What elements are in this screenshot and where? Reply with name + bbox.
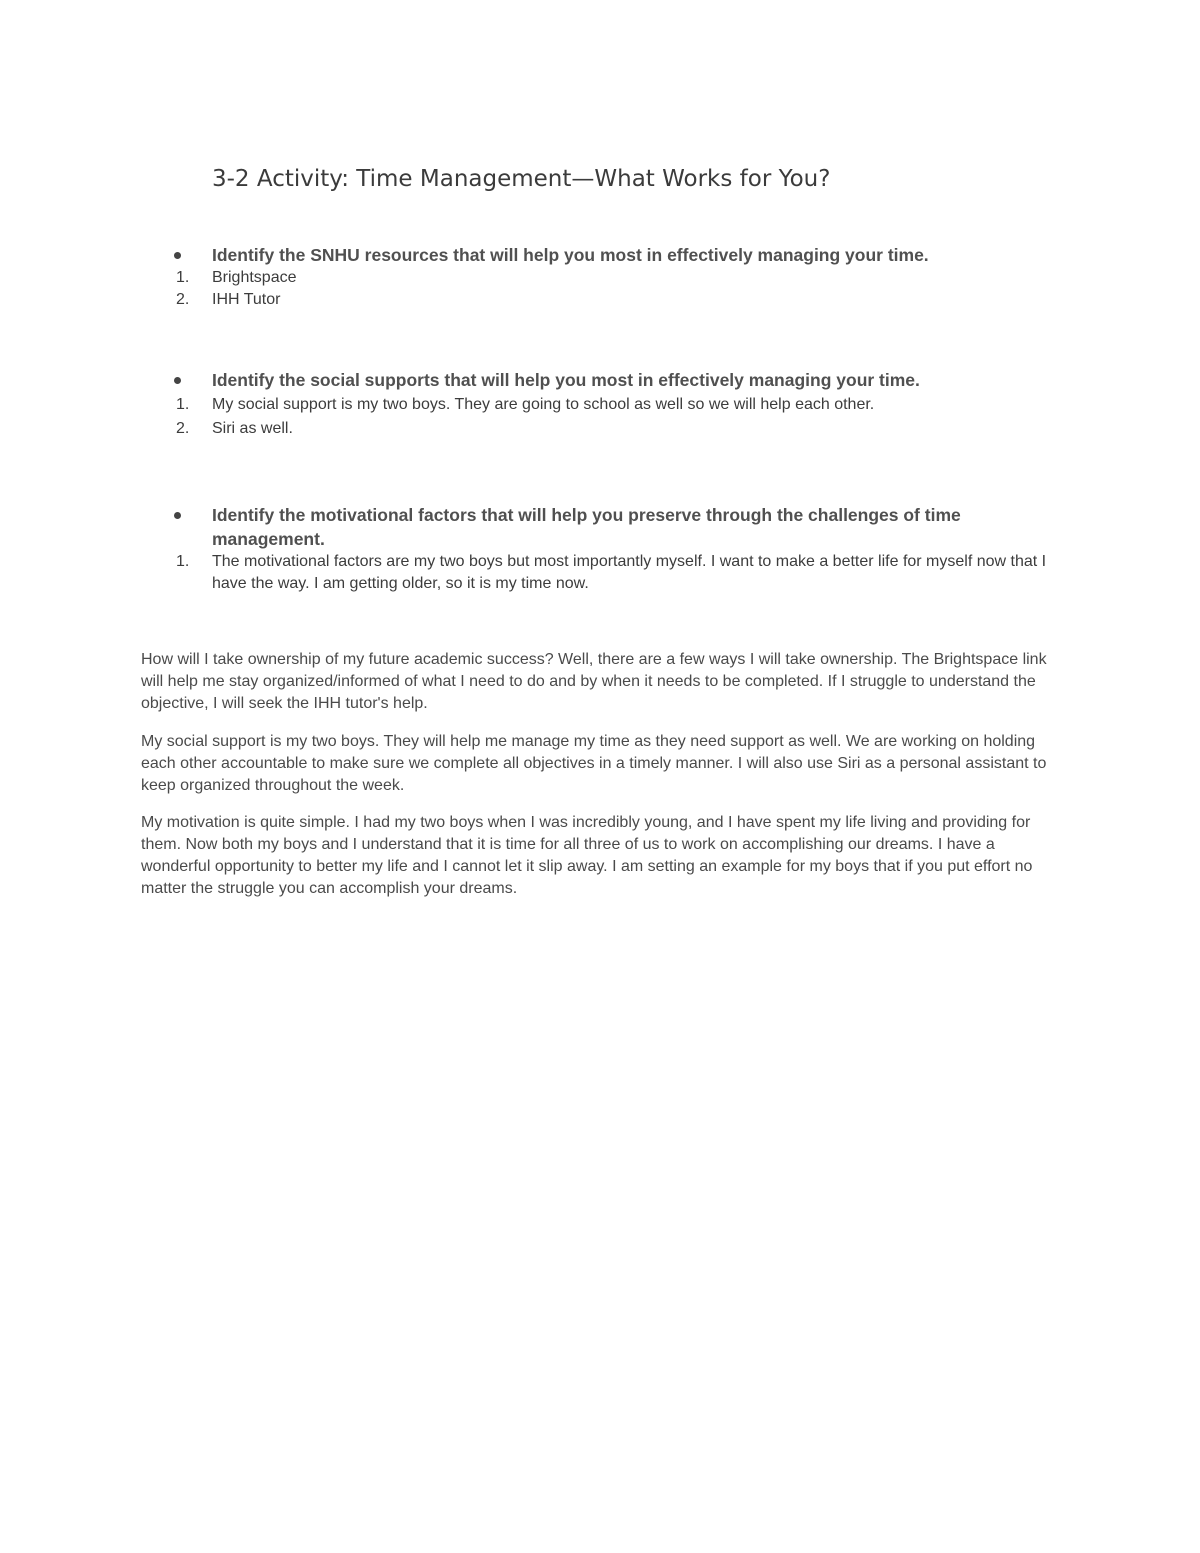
list-item <box>172 418 1062 440</box>
list-number: 1. <box>176 553 190 570</box>
question-text: Identify the motivational factors that will help you preserve through the challenges of time management. <box>212 505 961 549</box>
answer-list <box>172 392 1062 440</box>
bullet-icon <box>174 252 181 259</box>
document-title: 3-2 Activity: Time Management—What Works for You? <box>212 166 831 192</box>
list-item <box>172 392 1062 418</box>
section-social-supports <box>172 368 1062 440</box>
bullet-icon <box>174 512 181 519</box>
list-number: 1. <box>176 269 190 286</box>
section-snhu-resources <box>172 243 1062 311</box>
list-number: 2. <box>176 420 190 437</box>
list-item-text: Brightspace <box>212 269 297 286</box>
answer-list <box>172 267 1062 311</box>
list-number: 2. <box>176 291 190 308</box>
question-motivational-factors <box>172 503 1062 551</box>
list-item-text: Siri as well. <box>212 420 293 437</box>
question-text: Identify the SNHU resources that will help you most in effectively managing your time. <box>212 245 929 265</box>
question-text: Identify the social supports that will help you most in effectively managing your time. <box>212 370 920 390</box>
question-social-supports <box>172 368 1062 392</box>
answer-list <box>172 551 1062 595</box>
list-item-text: The motivational factors are my two boys but most importantly myself. I want to make a better life for myself now that I have the way. I am getting older, so it is my time now. <box>212 553 1047 592</box>
list-number: 1. <box>176 396 190 413</box>
list-item <box>172 289 1062 311</box>
list-item-text: My social support is my two boys. They are going to school as well so we will help each other. <box>212 396 875 413</box>
section-motivational-factors <box>172 503 1062 595</box>
list-item <box>172 551 1062 595</box>
bullet-icon <box>174 377 181 384</box>
paragraph-social-support: My social support is my two boys. They will help me manage my time as they need support as well. We are working on holding each other accountable to make sure we complete all objectives in a timely manner. I will also use Siri as a personal assistant to keep organized throughout the week. <box>141 733 1047 794</box>
question-snhu-resources <box>172 243 1062 267</box>
paragraph-motivation: My motivation is quite simple. I had my two boys when I was incredibly young, and I have spent my life living and providing for them. Now both my boys and I understand that it is time for all three of us to work on accomplishing our dreams. I have a wonderful opportunity to better my life and I cannot let it slip away. I am setting an example for my boys that if you put effort no matter the struggle you can accomplish your dreams. <box>141 814 1033 897</box>
paragraph-ownership: How will I take ownership of my future academic success? Well, there are a few ways I will take ownership. The Brightspace link will help me stay organized/informed of what I need to do and by when it needs to be completed. If I struggle to understand the objective, I will seek the IHH tutor's help. <box>141 651 1047 712</box>
list-item-text: IHH Tutor <box>212 291 281 308</box>
list-item <box>172 267 1062 289</box>
